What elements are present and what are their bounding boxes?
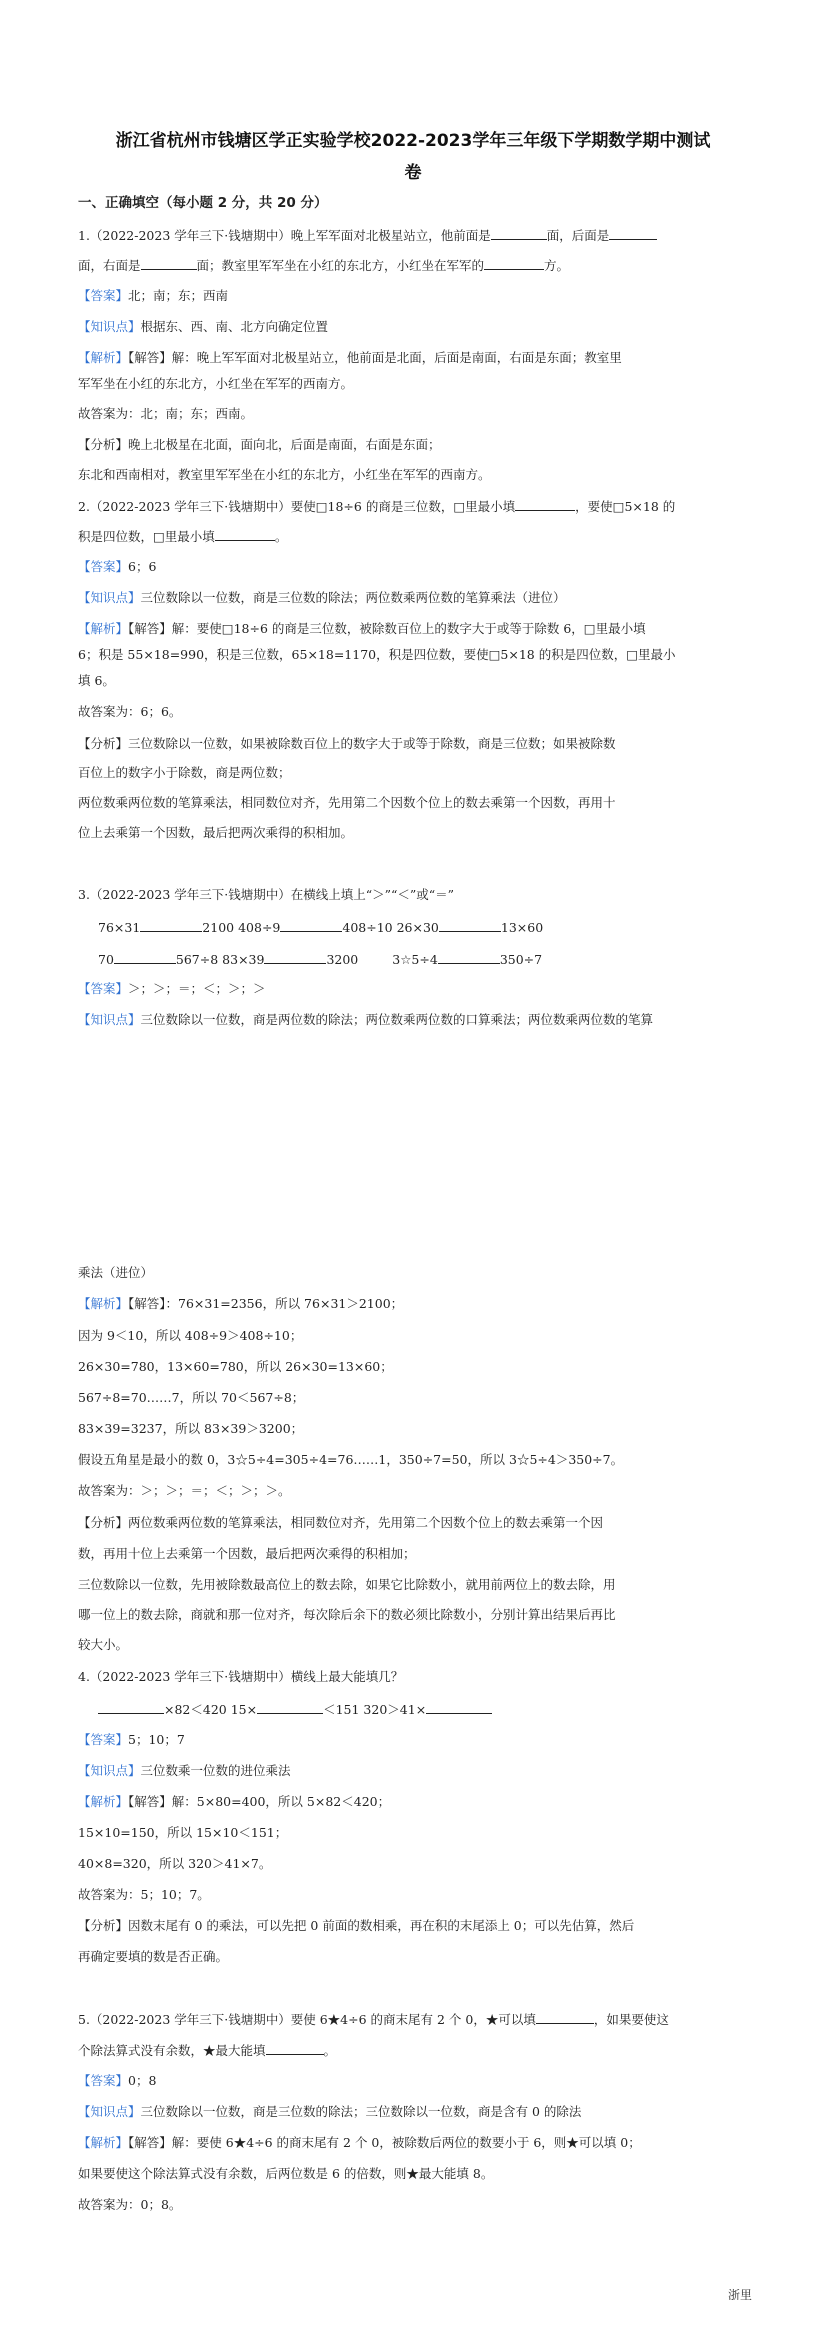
analysis-text: 【解答】解：要使 6★4÷6 的商末尾有 2 个 0，被除数后两位的数要小于 6，则★可以填 0； xyxy=(128,2135,641,2150)
analysis-tag: 【解析】 xyxy=(78,2135,129,2150)
answer-blank[interactable] xyxy=(439,918,501,932)
question-2-line2 xyxy=(78,527,758,545)
analysis-text: 假设五角星是最小的数 0，3☆5÷4=305÷4=76……1，350÷7=50，所以 3☆5÷4＞350÷7。 xyxy=(78,1452,624,1467)
q3-expr: 3☆5÷4 xyxy=(392,952,438,967)
knowledge-tag: 【知识点】 xyxy=(78,590,141,605)
answer-blank[interactable] xyxy=(426,1700,492,1714)
knowledge-text: 三位数除以一位数，商是三位数的除法；三位数除以一位数，商是含有 0 的除法 xyxy=(140,2104,582,2119)
knowledge-text: 乘法（进位） xyxy=(78,1265,154,1280)
fenxi-text: 两位数乘两位数的笔算乘法，相同数位对齐，先用第二个因数个位上的数去乘第一个因数，再用十 xyxy=(78,795,616,810)
analysis-text: 如果要使这个除法算式没有余数，后两位数是 6 的倍数，则★最大能填 8。 xyxy=(78,2166,494,2181)
question-3-row1 xyxy=(98,918,778,936)
fenxi-text: 数，再用十位上去乘第一个因数，最后把两次乘得的积相加； xyxy=(78,1546,416,1561)
analysis-text: 26×30=780，13×60=780，所以 26×30=13×60； xyxy=(78,1359,393,1374)
fenxi-text: 东北和西南相对，教室里军军坐在小红的东北方，小红坐在军军的西南方。 xyxy=(78,467,491,482)
answer-blank[interactable] xyxy=(140,918,202,932)
q3-expr: 567÷8 83×39 xyxy=(175,952,265,967)
q3-expr: 13×60 xyxy=(500,920,544,935)
fenxi-text: 因数末尾有 0 的乘法，可以先把 0 前面的数相乘，再在积的末尾添上 0；可以先估算，然后 xyxy=(128,1918,635,1933)
fenxi-text: 哪一位上的数去除，商就和那一位对齐，每次除后余下的数必须比除数小，分别计算出结果后再比 xyxy=(78,1607,616,1622)
analysis-text: 【解答】解：5×80=400，所以 5×82＜420； xyxy=(128,1794,391,1809)
answer-blank[interactable] xyxy=(264,950,326,964)
knowledge-tag: 【知识点】 xyxy=(78,1012,141,1027)
question-5 xyxy=(78,2010,758,2028)
fenxi-line xyxy=(78,735,758,752)
answer-blank[interactable] xyxy=(280,918,342,932)
fenxi-text: 百位上的数字小于除数，商是两位数； xyxy=(78,765,291,780)
analysis-text: 故答案为：0；8。 xyxy=(78,2197,182,2212)
q3-expr: 76×31 xyxy=(98,920,141,935)
answer-tag: 【答案】 xyxy=(78,2073,129,2088)
analysis-text: 83×39=3237，所以 83×39＞3200； xyxy=(78,1421,304,1436)
analysis-text: 故答案为：5；10；7。 xyxy=(78,1887,210,1902)
answer-blank[interactable] xyxy=(536,2010,594,2024)
analysis-line xyxy=(78,2134,758,2151)
answer-blank[interactable] xyxy=(438,950,500,964)
knowledge-text: 三位数除以一位数，商是两位数的除法；两位数乘两位数的口算乘法；两位数乘两位数的笔算 xyxy=(140,1012,654,1027)
fenxi-text: 晚上北极星在北面，面向北，后面是南面，右面是东面； xyxy=(128,437,441,452)
answer-text: 0；8 xyxy=(128,2073,157,2088)
analysis-text: 567÷8=70……7，所以 70＜567÷8； xyxy=(78,1390,305,1405)
analysis-line xyxy=(78,620,758,637)
q5-text: ，如果要使这 xyxy=(593,2012,669,2027)
q3-expr: 408÷10 26×30 xyxy=(342,920,439,935)
fenxi-line xyxy=(78,1917,758,1934)
analysis-line xyxy=(78,1793,758,1810)
answer-blank[interactable] xyxy=(141,256,197,270)
question-4: 4.（2022-2023 学年三下·钱塘期中）横线上最大能填几？ xyxy=(78,1669,404,1684)
answer-line xyxy=(78,2072,758,2089)
q1-text: 面，右面是 xyxy=(78,258,141,273)
answer-text: 5；10；7 xyxy=(128,1732,185,1747)
analysis-text: 【解答】解：晚上军军面对北极星站立，他前面是北面，后面是南面，右面是东面；教室里 xyxy=(128,350,622,365)
analysis-text: 故答案为：6；6。 xyxy=(78,704,182,719)
answer-blank[interactable] xyxy=(491,226,547,240)
page-title: 浙江省杭州市钱塘区学正实验学校2022-2023学年三年级下学期数学期中测试 xyxy=(115,131,711,151)
q1-text: 面；教室里军军坐在小红的东北方，小红坐在军军的 xyxy=(196,258,485,273)
analysis-text: 15×10=150，所以 15×10＜151； xyxy=(78,1825,288,1840)
knowledge-text: 三位数除以一位数，商是三位数的除法；两位数乘两位数的笔算乘法（进位） xyxy=(140,590,566,605)
knowledge-line xyxy=(78,2103,758,2120)
answer-tag: 【答案】 xyxy=(78,1732,129,1747)
page-title-cont: 卷 xyxy=(404,163,422,183)
q4-expr: ＜151 320＞41× xyxy=(323,1702,427,1717)
analysis-line xyxy=(78,349,758,366)
fenxi-line xyxy=(78,1514,758,1531)
answer-text: 北；南；东；西南 xyxy=(128,288,229,303)
knowledge-tag: 【知识点】 xyxy=(78,1763,141,1778)
knowledge-line xyxy=(78,1011,758,1028)
fenxi-text: 两位数乘两位数的笔算乘法，相同数位对齐，先用第二个因数个位上的数去乘第一个因 xyxy=(128,1515,604,1530)
q5-text: 个除法算式没有余数，★最大能填 xyxy=(78,2043,266,2058)
answer-blank[interactable] xyxy=(609,226,657,240)
page-footer: 浙里 xyxy=(727,2288,752,2302)
fenxi-text: 位上去乘第一个因数，最后把两次乘得的积相加。 xyxy=(78,825,354,840)
analysis-tag: 【解析】 xyxy=(78,1794,129,1809)
q1-text: 1.（2022-2023 学年三下·钱塘期中）晚上军军面对北极星站立，他前面是 xyxy=(78,228,491,243)
analysis-text: 【解答】解：要使□18÷6 的商是三位数，被除数百位上的数字大于或等于除数 6，□里最小填 xyxy=(128,621,646,636)
q2-text: 积是四位数，□里最小填 xyxy=(78,529,215,544)
answer-blank[interactable] xyxy=(98,1700,164,1714)
analysis-text: 故答案为：北；南；东；西南。 xyxy=(78,406,254,421)
question-3-row2 xyxy=(98,950,778,968)
answer-text: 6；6 xyxy=(128,559,157,574)
answer-line xyxy=(78,287,758,304)
analysis-text: 6；积是 55×18=990，积是三位数，65×18=1170，积是四位数，要使□5×18 的积是四位数，□里最小 xyxy=(78,647,676,662)
q3-expr: 3200 xyxy=(326,952,359,967)
fenxi-tag: 【分析】 xyxy=(78,1918,129,1933)
fenxi-tag: 【分析】 xyxy=(78,736,129,751)
analysis-tag: 【解析】 xyxy=(78,1296,129,1311)
q4-expr: ×82＜420 15× xyxy=(164,1702,258,1717)
knowledge-line xyxy=(78,318,758,335)
fenxi-text: 三位数除以一位数，先用被除数最高位上的数去除，如果它比除数小，就用前两位上的数去除，用 xyxy=(78,1577,616,1592)
q3-expr: 2100 408÷9 xyxy=(202,920,281,935)
analysis-line xyxy=(78,1295,758,1312)
analysis-text: 军军坐在小红的东北方，小红坐在军军的西南方。 xyxy=(78,376,354,391)
answer-tag: 【答案】 xyxy=(78,559,129,574)
q5-text: 。 xyxy=(323,2043,337,2058)
q2-text: ，要使□5×18 的 xyxy=(575,499,676,514)
knowledge-tag: 【知识点】 xyxy=(78,2104,141,2119)
knowledge-text: 三位数乘一位数的进位乘法 xyxy=(140,1763,291,1778)
analysis-text: 因为 9＜10，所以 408÷9＞408÷10； xyxy=(78,1328,303,1343)
q1-text: 面，后面是 xyxy=(546,228,610,243)
analysis-tag: 【解析】 xyxy=(78,621,129,636)
fenxi-tag: 【分析】 xyxy=(78,1515,129,1530)
answer-tag: 【答案】 xyxy=(78,981,129,996)
knowledge-line xyxy=(78,589,758,606)
answer-blank[interactable] xyxy=(515,497,575,511)
section-heading: 一、正确填空（每小题 2 分，共 20 分） xyxy=(78,195,328,211)
answer-line xyxy=(78,1731,758,1748)
knowledge-tag: 【知识点】 xyxy=(78,319,141,334)
answer-tag: 【答案】 xyxy=(78,288,129,303)
q2-text: 。 xyxy=(274,529,288,544)
q1-text: 方。 xyxy=(544,258,570,273)
question-5-line2 xyxy=(78,2041,758,2059)
knowledge-text: 根据东、西、南、北方向确定位置 xyxy=(140,319,329,334)
q3-expr: 350÷7 xyxy=(499,952,543,967)
analysis-tag: 【解析】 xyxy=(78,350,129,365)
question-1-line2 xyxy=(78,256,758,274)
question-3: 3.（2022-2023 学年三下·钱塘期中）在横线上填上“＞”“＜”或“＝” xyxy=(78,887,455,902)
answer-blank[interactable] xyxy=(266,2041,324,2055)
answer-line xyxy=(78,980,758,997)
analysis-text: 故答案为：＞；＞；＝；＜；＞；＞。 xyxy=(78,1483,291,1498)
fenxi-text: 较大小。 xyxy=(78,1637,129,1652)
answer-line xyxy=(78,558,758,575)
analysis-text: 【解答】：76×31=2356，所以 76×31＞2100； xyxy=(128,1296,404,1311)
fenxi-line xyxy=(78,436,758,453)
fenxi-text: 三位数除以一位数，如果被除数百位上的数字大于或等于除数，商是三位数；如果被除数 xyxy=(128,736,616,751)
q5-text: 5.（2022-2023 学年三下·钱塘期中）要使 6★4÷6 的商末尾有 2 个 0，★可以填 xyxy=(78,2012,536,2027)
analysis-text: 填 6。 xyxy=(78,673,115,688)
fenxi-text: 再确定要填的数是否正确。 xyxy=(78,1949,229,1964)
q2-text: 2.（2022-2023 学年三下·钱塘期中）要使□18÷6 的商是三位数，□里最小填 xyxy=(78,499,516,514)
question-1 xyxy=(78,226,758,244)
q3-expr: 70 xyxy=(98,952,114,967)
answer-text: ＞；＞；＝；＜；＞；＞ xyxy=(128,981,266,996)
knowledge-line xyxy=(78,1762,758,1779)
answer-blank[interactable] xyxy=(257,1700,323,1714)
answer-blank[interactable] xyxy=(215,527,275,541)
answer-blank[interactable] xyxy=(484,256,544,270)
question-4-row xyxy=(98,1700,778,1718)
analysis-text: 40×8=320，所以 320＞41×7。 xyxy=(78,1856,272,1871)
answer-blank[interactable] xyxy=(114,950,176,964)
fenxi-tag: 【分析】 xyxy=(78,437,129,452)
question-2 xyxy=(78,497,758,515)
